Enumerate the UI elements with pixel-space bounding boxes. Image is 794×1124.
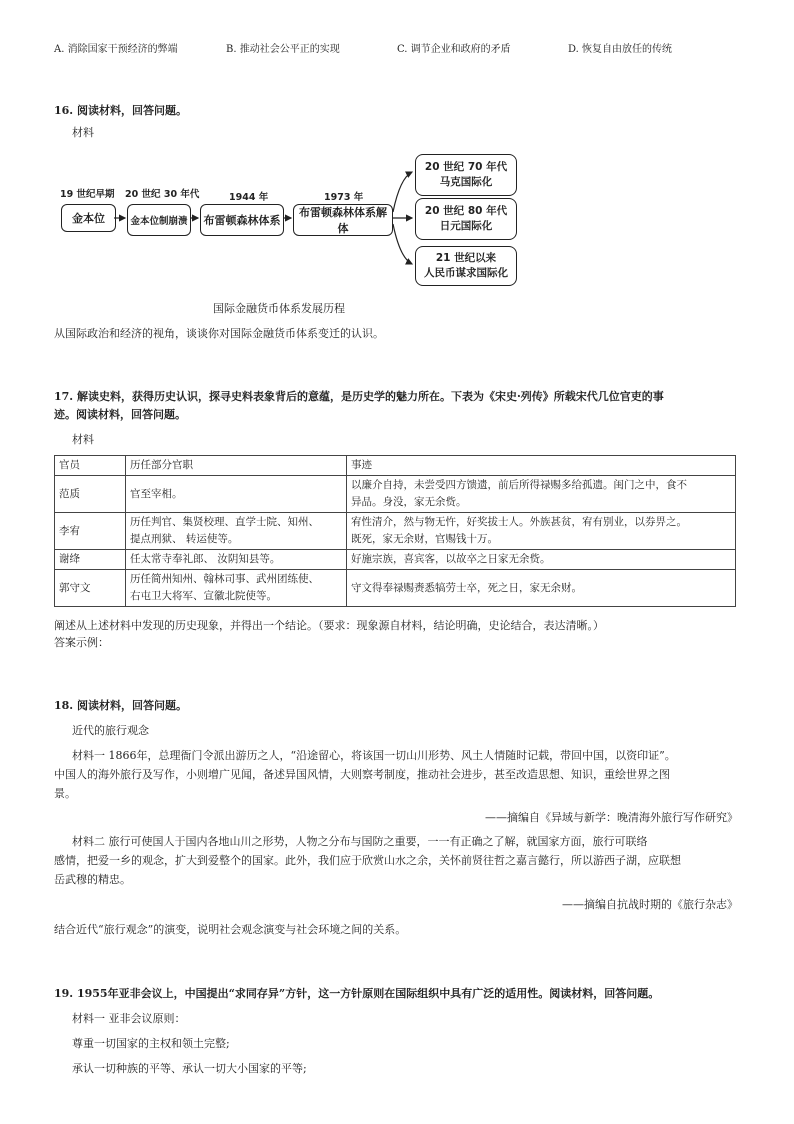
table-header-cell: 事迹 xyxy=(347,456,736,476)
q16-material-label: 材料 xyxy=(72,126,94,139)
posts-line: 历任简州知州、翰林司事、武州团练使、 xyxy=(130,573,319,585)
q18-m1-source: ——摘编自《异域与新学：晚清海外旅行写作研究》 xyxy=(485,811,738,824)
q18-m2-source: ——摘编自抗战时期的《旅行杂志》 xyxy=(562,898,738,911)
deeds-line: 异品。身没，家无余赀。 xyxy=(351,496,467,508)
official-posts xyxy=(126,570,347,607)
flow-box-bretton-woods: 布雷顿森林体系 xyxy=(200,204,284,236)
deeds-line: 宥性清介，然与物无忤，好奖拔士人。外族甚贫，宥有别业，以券畀之。 xyxy=(351,516,687,528)
q18-m1-line1: 材料一 1866年，总理衙门令派出游历之人，“沿途留心，将该国一切山川形势、风土人情随时记载，带回中国，以资印证”。 xyxy=(72,749,676,762)
q18-m2-line2: 感情，把爱一乡的观念，扩大到爱整个的国家。此外，我们应于欣赏山水之余，关怀前贤往哲之嘉言懿行，所以游西子湖，应联想 xyxy=(54,854,681,867)
q16-stem: 16. 阅读材料，回答问题。 xyxy=(54,104,187,117)
table-header-cell: 历任部分官职 xyxy=(126,456,347,476)
q17-stem-line2: 迹。阅读材料，回答问题。 xyxy=(54,408,186,421)
posts-line: 历任判官、集贤校理、直学士院、知州、 xyxy=(130,516,319,528)
official-posts xyxy=(126,476,347,513)
posts-line: 任太常寺奉礼郎、 汝阴知县等。 xyxy=(130,553,281,565)
official-name: 李宥 xyxy=(55,513,126,550)
deeds-line: 以廉介自持，未尝受四方馈遗，前后所得禄赐多给孤遗。闺门之中，食不 xyxy=(351,479,687,491)
table-row xyxy=(55,476,736,513)
flowchart-caption: 国际金融货币体系发展历程 xyxy=(213,302,345,315)
posts-line: 官至宰相。 xyxy=(130,487,183,500)
posts-line: 右屯卫大将军、宣徽北院使等。 xyxy=(130,590,277,602)
flow-box-gold-standard: 金本位 xyxy=(61,204,116,232)
q17-answer-label: 答案示例： xyxy=(54,636,109,649)
branch-yen-line1: 20 世纪 80 年代 xyxy=(424,205,508,217)
branch-rmb-line2: 人民币谋求国际化 xyxy=(424,267,508,279)
official-name: 谢绛 xyxy=(55,550,126,570)
q18-stem: 18. 阅读材料，回答问题。 xyxy=(54,699,187,712)
option-c: C. 调节企业和政府的矛盾 xyxy=(397,44,511,55)
branch-mark-line2: 马克国际化 xyxy=(439,176,493,188)
deeds-line: 守文得奉禄赐赉悉犒劳士卒，死之日，家无余财。 xyxy=(351,581,582,594)
era-label: 20 世纪 30 年代 xyxy=(125,189,200,200)
q18-topic: 近代的旅行观念 xyxy=(72,724,149,737)
flow-arrow xyxy=(393,224,412,264)
official-deeds xyxy=(347,513,736,550)
branch-yen-line2: 日元国际化 xyxy=(439,220,493,232)
q19-m1-label: 材料一 亚非会议原则： xyxy=(72,1012,186,1025)
posts-line: 提点刑狱、 转运使等。 xyxy=(130,533,239,545)
flow-arrows xyxy=(0,0,794,320)
option-b: B. 推动社会公平正的实现 xyxy=(226,44,340,55)
flow-box-bretton-woods-collapse: 布雷顿森林体系解体 xyxy=(293,204,393,236)
option-d: D. 恢复自由放任的传统 xyxy=(568,44,673,55)
official-deeds xyxy=(347,476,736,513)
deeds-line: 好施宗族，喜宾客，以故卒之日家无余赀。 xyxy=(351,553,551,565)
official-posts xyxy=(126,513,347,550)
table-row xyxy=(55,570,736,607)
q18-question: 结合近代“旅行观念”的演变，说明社会观念演变与社会环境之间的关系。 xyxy=(54,923,407,936)
era-label: 1944 年 xyxy=(229,192,269,203)
q17-stem-line1: 17. 解读史料，获得历史认识，探寻史料表象背后的意蕴，是历史学的魅力所在。下表为《宋史·列传》所载宋代几位官吏的事 xyxy=(54,390,664,403)
table-row xyxy=(55,513,736,550)
q19-stem: 19. 1955年亚非会议上，中国提出“求同存异”方针，这一方针原则在国际组织中具有广泛的适用性。阅读材料，回答问题。 xyxy=(54,987,660,1000)
official-posts xyxy=(126,550,347,570)
official-deeds xyxy=(347,550,736,570)
q19-principle-1: 尊重一切国家的主权和领土完整; xyxy=(72,1037,230,1050)
officials-table xyxy=(54,455,736,607)
branch-rmb-line1: 21 世纪以来 xyxy=(435,252,497,264)
era-label: 19 世纪早期 xyxy=(60,189,115,200)
era-label: 1973 年 xyxy=(324,192,364,203)
q18-m2-line3: 岳武穆的精忠。 xyxy=(54,873,131,886)
q18-m2-line1: 材料二 旅行可使国人于国内各地山川之形势，人物之分布与国防之重要，一一有正确之了解，就国家方面，旅行可联络 xyxy=(72,835,648,848)
flow-box-gold-collapse: 金本位制崩溃 xyxy=(127,204,191,236)
table-header-row xyxy=(55,456,736,476)
q16-question: 从国际政治和经济的视角，谈谈你对国际金融货币体系变迁的认识。 xyxy=(54,327,384,340)
q17-material-label: 材料 xyxy=(72,433,94,446)
q19-principle-2: 承认一切种族的平等、承认一切大小国家的平等; xyxy=(72,1062,307,1075)
q17-question: 阐述从上述材料中发现的历史现象，并得出一个结论。（要求：现象源自材料，结论明确，史论结合，表达清晰。） xyxy=(54,619,604,632)
deeds-line: 既死，家无余财，官赐钱十万。 xyxy=(351,533,498,545)
option-a: A. 消除国家干预经济的弊端 xyxy=(54,44,178,55)
q18-m1-line3: 景。 xyxy=(54,787,76,800)
table-header-cell: 官员 xyxy=(55,456,126,476)
official-deeds xyxy=(347,570,736,607)
branch-mark-line1: 20 世纪 70 年代 xyxy=(424,161,508,173)
flow-arrow xyxy=(393,172,412,212)
table-row xyxy=(55,550,736,570)
q18-m1-line2: 中国人的海外旅行及写作，小则增广见闻，备述异国风情，大则察考制度，推动社会进步，甚至改造思想、知识，重绘世界之图 xyxy=(54,768,670,781)
official-name: 范质 xyxy=(55,476,126,513)
official-name: 郭守文 xyxy=(55,570,126,607)
